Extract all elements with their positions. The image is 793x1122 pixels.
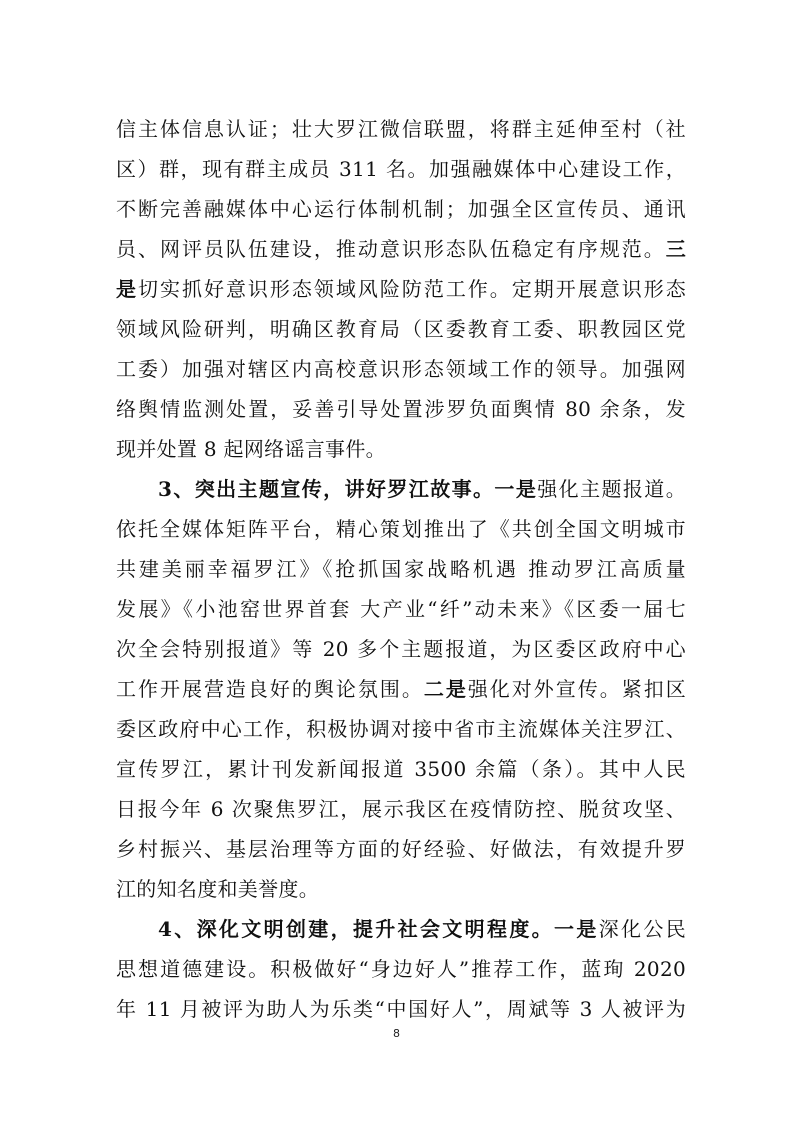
text-line: 思想道德建设。积极做好“身边好人”推荐工作，蓝珣 2020 xyxy=(116,957,686,981)
text-line: 共建美丽幸福罗江》《抢抓国家战略机遇 推动罗江高质量 xyxy=(116,557,686,581)
text-line: 是切实抓好意识形态领域风险防范工作。定期开展意识形态 xyxy=(116,277,686,301)
section-heading-line: 3、突出主题宣传，讲好罗江故事。一是强化主题报道。 xyxy=(158,477,686,501)
text-line: 江的知名度和美誉度。 xyxy=(116,877,319,901)
text-line: 日报今年 6 次聚焦罗江，展示我区在疫情防控、脱贫攻坚、 xyxy=(116,797,686,821)
text-line: 工委）加强对辖区内高校意识形态领域工作的领导。加强网 xyxy=(116,357,686,381)
text-line: 不断完善融媒体中心运行体制机制；加强全区宣传员、通讯 xyxy=(116,197,686,221)
text-line: 发展》《小池窑世界首套 大产业“纤”动未来》《区委一届七 xyxy=(116,597,686,621)
text-line: 区）群，现有群主成员 311 名。加强融媒体中心建设工作， xyxy=(116,157,686,181)
text-line: 领域风险研判，明确区教育局（区委教育工委、职教园区党 xyxy=(116,317,686,341)
text-line: 员、网评员队伍建设，推动意识形态队伍稳定有序规范。三 xyxy=(116,237,686,261)
text-line: 信主体信息认证；壮大罗江微信联盟，将群主延伸至村（社 xyxy=(116,117,686,141)
text-line: 依托全媒体矩阵平台，精心策划推出了《共创全国文明城市 xyxy=(116,517,686,541)
text-line: 乡村振兴、基层治理等方面的好经验、好做法，有效提升罗 xyxy=(116,837,686,861)
text-line: 年 11 月被评为助人为乐类“中国好人”，周斌等 3 人被评为 xyxy=(116,997,686,1021)
text-line: 工作开展营造良好的舆论氛围。二是强化对外宣传。紧扣区 xyxy=(116,677,686,701)
text-line: 次全会特别报道》等 20 多个主题报道，为区委区政府中心 xyxy=(116,637,686,661)
section-heading-line: 4、深化文明创建，提升社会文明程度。一是深化公民 xyxy=(158,917,686,941)
text-line: 现并处置 8 起网络谣言事件。 xyxy=(116,437,386,461)
text-line: 络舆情监测处置，妥善引导处置涉罗负面舆情 80 余条，发 xyxy=(116,397,686,421)
text-line: 委区政府中心工作，积极协调对接中省市主流媒体关注罗江、 xyxy=(116,717,686,741)
page-number: 8 xyxy=(393,1027,400,1040)
text-line: 宣传罗江，累计刊发新闻报道 3500 余篇（条）。其中人民 xyxy=(116,757,686,781)
